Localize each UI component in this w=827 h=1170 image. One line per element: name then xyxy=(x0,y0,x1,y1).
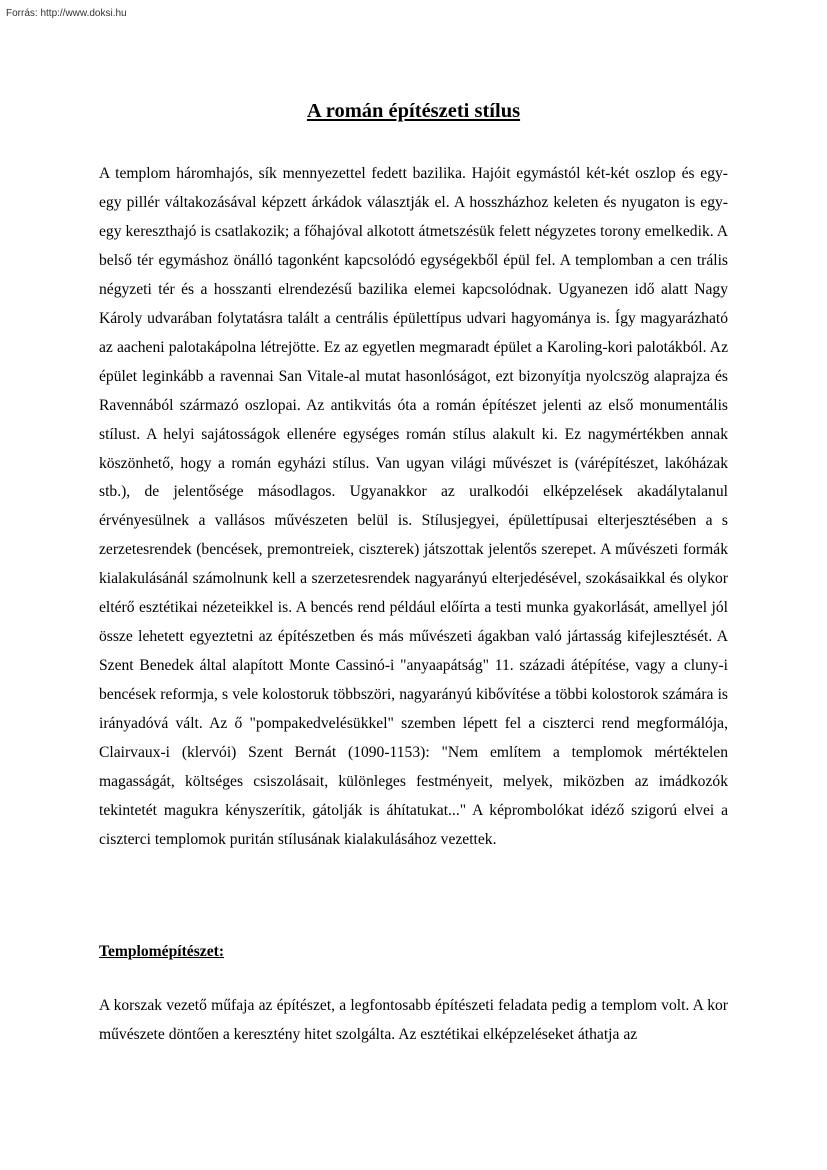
section-heading: Templomépítészet: xyxy=(99,943,225,960)
source-note: Forrás: http://www.doksi.hu xyxy=(6,8,127,19)
paragraph-intro: A templom háromhajós, sík mennyezettel fedett bazilika. Hajóit egymástól két-két oszlop és egy-egy pillér váltakozásával képzett árkádok választják el. A hosszházhoz keleten és nyugaton is egy-egy kereszthajó is csatlakozik; a főhajóval alkotott átmetszésük felett négyzetes torony emelkedik. A belső tér egymáshoz önálló tagonként kapcsolódó egységekből épül fel. A templomban a cen trális négyzeti tér és a hosszanti elrendezésű bazilika elemei kapcsolódnak. Ugyanezen idő alatt Nagy Károly udvarában folytatásra talált a centrális épülettípus udvari hagyománya is. Így magyarázható az aacheni palotakápolna létrejötte. Ez az egyetlen megmaradt épület a Karoling-kori palotákból. Az épület leginkább a ravennai San Vitale-al mutat hasonlóságot, ezt bizonyítja nyolcszög alaprajza és Ravennából származó oszlopai. Az antikvitás óta a román építészet jelenti az első monumentális stílust. A helyi sajátosságok ellenére egységes román stílus alakult ki. Ez nagymértékben annak köszönhető, hogy a román egyházi stílus. Van ugyan világi művészet is (várépítészet, lakóházak stb.), de jelentősége másodlagos. Ugyanakkor az uralkodói elképzelések akadálytalanul érvényesülnek a vallásos művészeten belül is. Stílusjegyei, épülettípusai elterjesztésében a s zerzetesrendek (bencések, premontreiek, ciszterek) játszottak jelentős szerepet. A művészeti formák kialakulásánál számolnunk kell a szerzetesrendek nagyarányú elterjedésével, szokásaikkal és olykor eltérő esztétikai nézeteikkel is. A bencés rend például előírta a testi munka gyakorlását, amellyel jól össze lehetett egyeztetni az építészetben és más művészeti ágakban való jártasság kifejlesztését. A Szent Benedek által alapított Monte Cassinó-i "anyaapátság" 11. századi átépítése, vagy a cluny-i bencések reformja, s vele kolostoruk többszöri, nagyarányú kibővítése a többi kolostorok számára is irányadóvá vált. Az ő "pompakedvelésükkel" szemben lépett fel a ciszterci rend megformálója, Clairvaux-i (klervói) Szent Bernát (1090-1153): "Nem említem a templomok mértéktelen magasságát, költséges csiszolásait, különleges festményeit, melyek, miközben az imádkozók tekintetét magukra kényszerítik, gátolják is áhítatukat..." A képrombolókat idéző szigorú elvei a ciszterci templomok puritán stílusának kialakulásához vezettek. xyxy=(99,165,728,848)
page-title: A román építészeti stílus xyxy=(306,100,521,122)
paragraph-templomepiteszet: A korszak vezető műfaja az építészet, a legfontosabb építészeti feladata pedig a templom volt. A kor művészete döntően a keresztény hitet szolgálta. Az esztétikai elképzeléseket áthatja az xyxy=(99,997,728,1043)
